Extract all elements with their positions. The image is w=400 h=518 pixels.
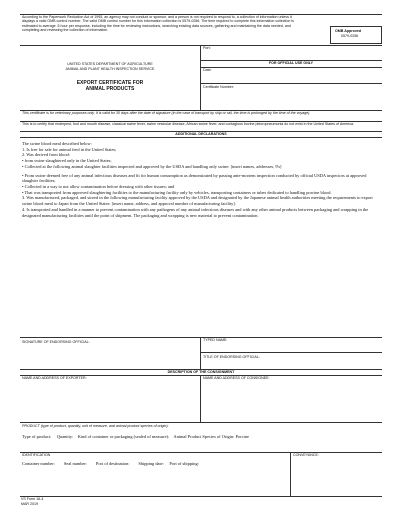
shipping-date-field[interactable]: Shipping date: [138,461,164,466]
signature-top [20,337,382,338]
product-quantity-field[interactable]: Quantity: [56,434,74,439]
signature-label[interactable]: SIGNATURE OF ENDORSING OFFICIAL: [22,340,90,344]
agency-line-2: ANIMAL AND PLANT HEALTH INSPECTION SERVICE [65,67,155,71]
signature-vertical [200,337,201,369]
port-destination-field[interactable]: Port of destination: [95,461,130,466]
declaration-line: 1. Is free for sale for animal feed in the United States; [22,146,117,152]
seal-number-field[interactable]: Seal number: [63,461,88,466]
product-label: PRODUCT (type of product, quantity, unit of measure, and animal product species of origin): [22,424,169,428]
bottom-border [20,496,382,497]
port-shipping-field[interactable]: Port of shipping: [169,461,199,466]
declaration-line: • from swine slaughtered only in the United States; [22,158,112,164]
agency-line-1: UNITED STATES DEPARTMENT OF AGRICULTURE [67,62,153,66]
consignee-label[interactable]: NAME AND ADDRESS OF CONSIGNEE: [203,376,270,380]
declaration-line: • Collected in a way to not allow contamination before dressing with other tissues; and [22,184,175,190]
official-divider [200,67,382,68]
additional-declarations-header: ADDITIONAL DECLARATIONS [175,132,227,136]
certificate-number-label: Certificate Number: [203,85,234,89]
declaration-line: 2. Was derived from blood: [22,152,70,158]
date-label: Date: [203,68,212,72]
product-fields [22,434,382,440]
title-label[interactable]: TITLE OF ENDORSING OFFICIAL: [203,355,260,359]
identification-fields [22,461,288,467]
freedom-note: This is to certify that rinderpest, foot and mouth disease, classical swine fever, swine vesicular disease, African swine fever, and contagious bovine pleuropneumonia do not exist in the United States of America. [22,122,354,126]
omb-box [330,26,382,44]
declaration-line: 3. Was manufactured, packaged, and stored in the following manufacturing facility approved by the USDA and designated by the Japanese animal health authorities meeting the requirements to export swine blood meal to Japan from the United States: [insert name, address, and approval number of manufacturing facility]. [22,195,373,207]
product-container-field[interactable]: Kind of container or packaging (sealed of measure): [77,434,170,439]
paperwork-notice: According to the Paperwork Reduction Act of 1995, an agency may not conduct or sponsor, and a person is not required to respond to, a collection of information unless it displays a valid OMB control number. The valid OMB control number for this information collection is 0579-0256. The time required to complete this information collection is estimated to average .5 hour per response, including the time for reviewing instructions, searching existing data sources, gathering and maintaining the data needed, and completing and reviewing the collection of information. [22,15,294,33]
identification-label: IDENTIFICATION [22,453,51,457]
omb-label: OMB Approved [335,29,362,33]
declaration-line: The swine blood meal described below: [22,141,92,146]
omb-number: 0579-0256 [341,34,359,38]
form-title-line-1: EXPORT CERTIFICATE FOR [76,80,144,86]
identification-top [20,452,382,453]
form-title-line-2: ANIMAL PRODUCTS [85,86,135,92]
identification-vertical [290,452,291,496]
declaration-line: • That was transported from approved slaughtering facilities to the manufacturing facility only by vehicles, transporting containers or tubes dedicated to handling porcine blood. [22,189,332,195]
declaration-line: 4. Is transported and handled in a manner to prevent contamination with any pathogens of any animal infectious diseases and with any other animal products between packaging and wrapping in the designated manufacturing facilities until the point of shipment. The packaging and wrapping is new material to prevent contamination. [22,206,369,218]
consignment-header: DESCRIPTION OF THE CONSIGNMENT [167,370,235,374]
container-number-field[interactable]: Container number: [22,461,56,466]
declarations-header-bottom [20,137,382,138]
official-use-label: FOR OFFICIAL USE ONLY [268,61,314,65]
declarations-block [22,141,380,218]
conveyance-label[interactable]: CONVEYANCE: [293,453,319,457]
declaration-line: • Collected at the following animal slaughter facilities inspected and approved by the USDA and handling only swine: [insert names, addresses, 9's] [22,163,282,169]
product-species-field[interactable]: Animal Product Species of Origin: Porcine [173,434,249,439]
exporter-label[interactable]: NAME AND ADDRESS OF EXPORTER: [22,376,87,380]
form-number: VS Form 16-4 [21,497,44,501]
port-label: Port: [203,46,211,50]
typed-name-label[interactable]: TYPED NAME: [203,338,228,342]
typed-name-divider [200,352,382,353]
header-vertical [200,45,201,110]
validity-note: This certificate is for veterinary purposes only. It is valid for 30 days after the date of signature (in the case of transport by ship or rail, the time is prolonged by the time of the voyage). [22,111,311,115]
declaration-line: • From swine deemed free of any animal infectious diseases and fit for human consumption as demonstrated by passing ante-mortem inspection conducted by official USDA inspectors at approved slaughter facilities; [22,172,367,184]
product-top [20,422,382,423]
exporter-consignee-vertical [200,375,201,422]
form-date: MAR 2019 [21,502,38,506]
header-divider [20,45,382,46]
product-type-field[interactable]: Type of product: [22,434,52,439]
date-divider [200,83,382,84]
